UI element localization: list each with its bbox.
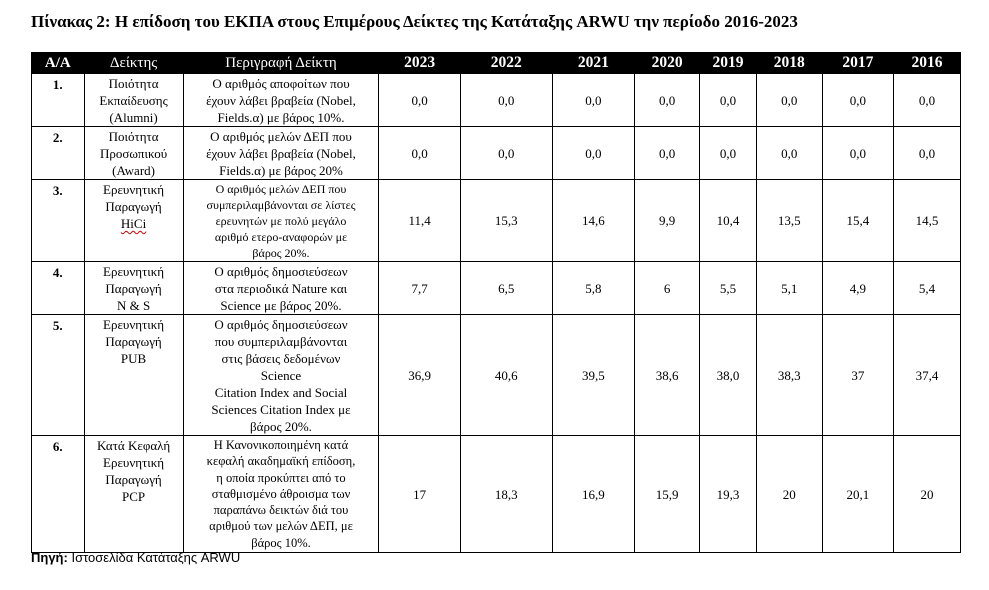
value-cell: 0,0	[822, 127, 893, 180]
description-line: αριθμού των μελών ΔΕΠ, με	[209, 519, 353, 534]
value-cell: 20	[756, 436, 822, 553]
value-cell: 5,8	[552, 262, 634, 315]
value-cell: 0,0	[635, 127, 700, 180]
description-line: Ο αριθμός μελών ΔΕΠ που	[210, 129, 352, 144]
value-cell: 0,0	[379, 74, 460, 127]
value-cell: 36,9	[379, 315, 460, 436]
description-line: ερευνητών με πολύ μεγάλο	[215, 214, 347, 228]
value-cell: 0,0	[893, 74, 960, 127]
value-cell: 4,9	[822, 262, 893, 315]
header-cell-year: 2022	[460, 53, 552, 74]
table-row	[32, 180, 961, 262]
value-cell: 0,0	[822, 74, 893, 127]
indicator-line: (Award)	[112, 163, 155, 178]
indicator-cell	[84, 262, 183, 315]
source-label: Πηγή:	[31, 550, 68, 565]
value-cell: 18,3	[460, 436, 552, 553]
description-cell	[183, 436, 379, 553]
description-line: στα περιοδικά Nature και	[214, 281, 348, 296]
value-cell: 5,1	[756, 262, 822, 315]
description-line: Ο αριθμός δημοσιεύσεων	[214, 317, 348, 332]
table-row	[32, 74, 961, 127]
value-cell: 14,6	[552, 180, 634, 262]
source-note	[31, 550, 240, 565]
indicator-line: Παραγωγή	[105, 472, 162, 487]
indicator-line: Παραγωγή	[105, 199, 162, 214]
header-cell-year: 2020	[635, 53, 700, 74]
description-line: στις βάσεις δεδομένων	[221, 351, 341, 366]
indicator-line: Ερευνητική	[103, 317, 165, 332]
description-line: αριθμό ετερο-αναφορών με	[214, 230, 348, 244]
value-cell: 0,0	[700, 127, 757, 180]
arwu-indicators-table	[31, 52, 961, 553]
description-line: έχουν λάβει βραβεία (Nobel,	[206, 93, 356, 108]
description-line: η οποία προκύπτει από το	[216, 470, 346, 485]
description-line: Ο αριθμός αποφοίτων που	[212, 76, 350, 91]
table-row	[32, 127, 961, 180]
table-row	[32, 315, 961, 436]
value-cell: 0,0	[460, 74, 552, 127]
value-cell: 39,5	[552, 315, 634, 436]
description-line: συμπεριλαμβάνονται σε λίστες	[206, 198, 356, 212]
description-cell	[183, 127, 379, 180]
header-cell-indicator: Δείκτης	[84, 53, 183, 74]
indicator-cell	[84, 74, 183, 127]
header-cell-description: Περιγραφή Δείκτη	[183, 53, 379, 74]
value-cell: 7,7	[379, 262, 460, 315]
header-cell-aa: Α/Α	[32, 53, 85, 74]
indicator-line: Ποιότητα	[108, 129, 159, 144]
value-cell: 0,0	[756, 127, 822, 180]
table-row	[32, 262, 961, 315]
description-cell	[183, 180, 379, 262]
row-number: 5.	[32, 315, 85, 436]
indicator-line: PCP	[121, 489, 146, 504]
description-line: βάρος 20%.	[250, 419, 312, 434]
description-line: σταθμισμένο άθροισμα των	[211, 486, 351, 501]
indicator-line: Παραγωγή	[105, 281, 162, 296]
table-caption: Πίνακας 2: Η επίδοση του ΕΚΠΑ στους Επιμέρους Δείκτες της Κατάταξης ARWU την περίοδο 2016-2023	[31, 12, 798, 31]
description-cell	[183, 74, 379, 127]
indicator-line: Εκπαίδευσης	[99, 93, 168, 108]
header-cell-year: 2021	[552, 53, 634, 74]
indicator-line: Ποιότητα	[108, 76, 159, 91]
value-cell: 17	[379, 436, 460, 553]
row-number: 3.	[32, 180, 85, 262]
indicator-cell	[84, 315, 183, 436]
header-cell-year: 2017	[822, 53, 893, 74]
value-cell: 9,9	[635, 180, 700, 262]
indicator-line: Ερευνητική	[103, 182, 165, 197]
value-cell: 38,3	[756, 315, 822, 436]
indicator-line: (Alumni)	[109, 110, 158, 125]
value-cell: 0,0	[379, 127, 460, 180]
value-cell: 0,0	[460, 127, 552, 180]
description-line: Science με βάρος 20%.	[220, 298, 342, 313]
description-line: που συμπεριλαμβάνονται	[214, 334, 348, 349]
value-cell: 10,4	[700, 180, 757, 262]
indicator-cell	[84, 127, 183, 180]
description-line: κεφαλή ακαδημαϊκή επίδοση,	[206, 454, 356, 469]
description-line: παραπάνω δεικτών διά του	[213, 503, 349, 518]
indicator-line: Ερευνητική	[103, 455, 165, 470]
value-cell: 11,4	[379, 180, 460, 262]
description-line: Citation Index and Social	[214, 385, 348, 400]
description-line: Ο αριθμός μελών ΔΕΠ που	[215, 182, 347, 196]
indicator-line: Ερευνητική	[103, 264, 165, 279]
table-row	[32, 436, 961, 553]
indicator-line: PUB	[120, 351, 147, 366]
value-cell: 20	[893, 436, 960, 553]
value-cell: 0,0	[635, 74, 700, 127]
indicator-line: Παραγωγή	[105, 334, 162, 349]
value-cell: 37,4	[893, 315, 960, 436]
value-cell: 6	[635, 262, 700, 315]
indicator-line: N & S	[116, 298, 151, 313]
description-line: Fields.α) με βάρος 20%	[219, 163, 343, 178]
value-cell: 15,3	[460, 180, 552, 262]
value-cell: 0,0	[893, 127, 960, 180]
value-cell: 37	[822, 315, 893, 436]
row-number: 6.	[32, 436, 85, 553]
description-line: Sciences Citation Index με	[211, 402, 351, 417]
indicator-cell	[84, 180, 183, 262]
value-cell: 15,4	[822, 180, 893, 262]
value-cell: 16,9	[552, 436, 634, 553]
value-cell: 5,4	[893, 262, 960, 315]
indicator-cell	[84, 436, 183, 553]
description-line: Fields.α) με βάρος 10%.	[217, 110, 345, 125]
value-cell: 0,0	[552, 74, 634, 127]
header-cell-year: 2019	[700, 53, 757, 74]
value-cell: 38,0	[700, 315, 757, 436]
indicator-line: Κατά Κεφαλή	[96, 438, 171, 453]
description-cell	[183, 315, 379, 436]
description-line: Η Κανονικοποιημένη κατά	[213, 438, 349, 452]
value-cell: 5,5	[700, 262, 757, 315]
description-cell	[183, 262, 379, 315]
header-row	[32, 53, 961, 74]
header-cell-year: 2018	[756, 53, 822, 74]
description-line: βάρος 10%.	[251, 535, 311, 550]
value-cell: 20,1	[822, 436, 893, 553]
value-cell: 15,9	[635, 436, 700, 553]
description-line: Science	[260, 368, 302, 383]
description-line: Ο αριθμός δημοσιεύσεων	[214, 264, 348, 279]
value-cell: 19,3	[700, 436, 757, 553]
value-cell: 6,5	[460, 262, 552, 315]
header-cell-year: 2016	[893, 53, 960, 74]
indicator-line: HiCi	[120, 216, 147, 231]
value-cell: 13,5	[756, 180, 822, 262]
value-cell: 0,0	[552, 127, 634, 180]
indicator-line: Προσωπικού	[99, 146, 168, 161]
row-number: 2.	[32, 127, 85, 180]
header-cell-year: 2023	[379, 53, 460, 74]
source-text: Ιστοσελίδα Κατάταξης ARWU	[67, 550, 241, 565]
value-cell: 40,6	[460, 315, 552, 436]
value-cell: 14,5	[893, 180, 960, 262]
row-number: 1.	[32, 74, 85, 127]
description-line: βάρος 20%.	[252, 246, 310, 260]
row-number: 4.	[32, 262, 85, 315]
value-cell: 38,6	[635, 315, 700, 436]
description-line: έχουν λάβει βραβεία (Nobel,	[206, 146, 356, 161]
value-cell: 0,0	[700, 74, 757, 127]
value-cell: 0,0	[756, 74, 822, 127]
